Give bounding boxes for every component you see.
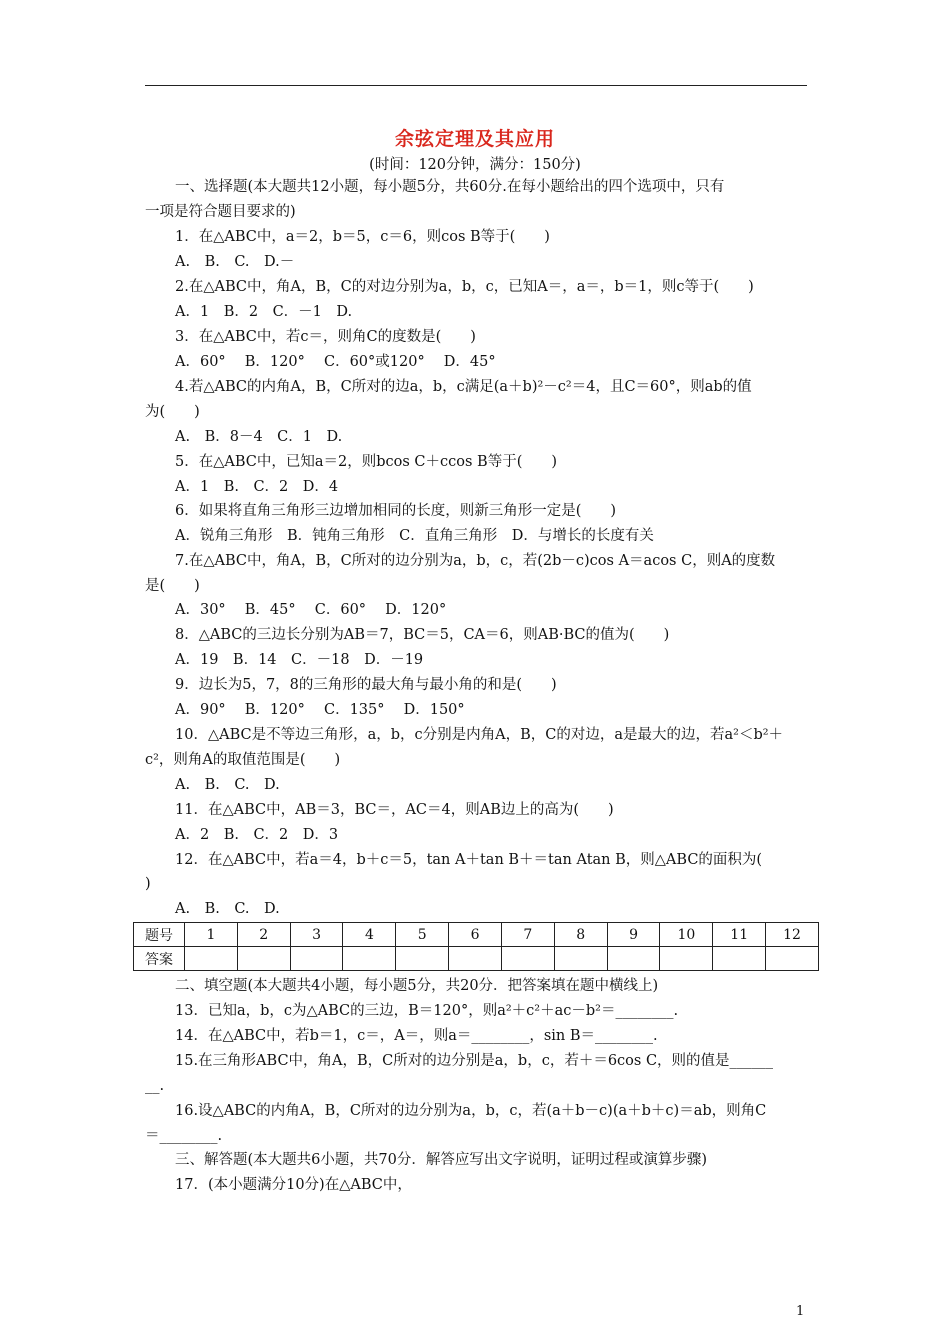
answer-table-number: 10 <box>660 923 713 947</box>
question-3-options: A．60° B．120° C．60°或120° D．45° <box>175 354 496 370</box>
question-8: 8．△ABC的三边长分别为AB＝7，BC＝5，CA＝6，则AB·BC的值为( ) <box>175 627 670 643</box>
question-1-options: A. B. C. D.－ <box>175 254 295 270</box>
question-12-options: A. B. C. D. <box>175 901 280 917</box>
question-7-line2: 是( ) <box>145 578 200 594</box>
page-subtitle: (时间：120分钟，满分：150分) <box>369 157 581 173</box>
question-5-options: A．1 B. C．2 D．4 <box>175 479 339 495</box>
answer-table-number: 6 <box>449 923 502 947</box>
answer-cell <box>185 947 238 971</box>
question-11: 11．在△ABC中，AB＝3，BC＝，AC＝4，则AB边上的高为( ) <box>175 802 614 818</box>
answer-table-number: 9 <box>607 923 660 947</box>
question-2-options: A．1 B．2 C．－1 D. <box>175 304 353 320</box>
question-6: 6．如果将直角三角形三边增加相同的长度，则新三角形一定是( ) <box>175 503 617 519</box>
question-9-options: A．90° B．120° C．135° D．150° <box>175 702 465 718</box>
question-10-options: A. B. C. D. <box>175 777 280 793</box>
question-4-line1: 4.若△ABC的内角A，B，C所对的边a，b，c满足(a＋b)²－c²＝4，且C＝60°，则ab的值 <box>175 379 752 395</box>
question-8-options: A．19 B．14 C．－18 D．－19 <box>175 652 424 668</box>
question-5: 5．在△ABC中，已知a＝2，则bcos C＋ccos B等于( ) <box>175 454 558 470</box>
question-13: 13．已知a，b，c为△ABC的三边，B＝120°，则a²＋c²＋ac－b²＝________. <box>175 1003 679 1019</box>
answer-table-number: 3 <box>290 923 343 947</box>
answer-table-number: 5 <box>396 923 449 947</box>
header-rule <box>145 85 807 86</box>
answer-cell <box>554 947 607 971</box>
answer-table-number: 7 <box>501 923 554 947</box>
question-15-line2: __. <box>145 1078 165 1094</box>
answer-table <box>133 922 819 971</box>
answer-cell <box>237 947 290 971</box>
answer-table-number: 4 <box>343 923 396 947</box>
answer-cell <box>290 947 343 971</box>
answer-cell <box>713 947 766 971</box>
answer-cell <box>449 947 502 971</box>
question-7-options: A．30° B．45° C．60° D．120° <box>175 602 447 618</box>
question-12-line1: 12．在△ABC中，若a＝4，b＋c＝5，tan A＋tan B＋＝tan Atan B，则△ABC的面积为( <box>175 852 763 868</box>
question-12-line2: ) <box>145 876 151 892</box>
question-4-options: A. B．8－4 C．1 D. <box>175 429 343 445</box>
answer-cell <box>501 947 554 971</box>
answer-table-number: 11 <box>713 923 766 947</box>
answer-cell <box>396 947 449 971</box>
page-number: 1 <box>796 1304 805 1319</box>
question-6-options: A．锐角三角形 B．钝角三角形 C．直角三角形 D．与增长的长度有关 <box>175 528 654 544</box>
answer-cell <box>343 947 396 971</box>
question-7-line1: 7.在△ABC中，角A，B，C所对的边分别为a，b，c，若(2b－c)cos A＝acos C，则A的度数 <box>175 553 776 569</box>
answer-table-number: 12 <box>766 923 819 947</box>
question-14: 14．在△ABC中，若b＝1，c＝，A＝，则a＝________，sin B＝________. <box>175 1028 658 1044</box>
question-9: 9．边长为5，7，8的三角形的最大角与最小角的和是( ) <box>175 677 557 693</box>
answer-cell <box>607 947 660 971</box>
question-1: 1．在△ABC中，a＝2，b＝5，c＝6，则cos B等于( ) <box>175 229 550 245</box>
section2-heading: 二、填空题(本大题共4小题，每小题5分，共20分．把答案填在题中横线上) <box>175 978 659 994</box>
answer-table-row-label: 题号 <box>134 923 185 947</box>
page-title: 余弦定理及其应用 <box>394 128 555 150</box>
answer-table-number: 2 <box>237 923 290 947</box>
answer-table-row-label: 答案 <box>134 947 185 971</box>
question-11-options: A．2 B. C．2 D．3 <box>175 827 339 843</box>
question-17: 17．(本小题满分10分)在△ABC中， <box>175 1177 412 1193</box>
question-4-line2: 为( ) <box>145 404 200 420</box>
question-3: 3．在△ABC中，若c＝，则角C的度数是( ) <box>175 329 476 345</box>
section3-heading: 三、解答题(本大题共6小题，共70分．解答应写出文字说明，证明过程或演算步骤) <box>175 1152 707 1168</box>
answer-cell <box>766 947 819 971</box>
section1-heading-line2: 一项是符合题目要求的) <box>145 204 296 220</box>
answer-table-number: 8 <box>554 923 607 947</box>
question-16-line2: ＝________. <box>145 1128 223 1144</box>
answer-table-number-row <box>134 923 819 947</box>
question-10-line1: 10．△ABC是不等边三角形，a，b，c分别是内角A，B，C的对边，a是最大的边，若a²＜b²＋ <box>175 727 784 743</box>
question-10-line2: c²，则角A的取值范围是( ) <box>145 752 341 768</box>
section1-heading-line1: 一、选择题(本大题共12小题，每小题5分，共60分.在每小题给出的四个选项中，只有 <box>175 179 725 195</box>
question-16-line1: 16.设△ABC的内角A，B，C所对的边分别为a，b，c，若(a＋b－c)(a＋b＋c)＝ab，则角C <box>175 1103 767 1119</box>
answer-cell <box>660 947 713 971</box>
answer-table-answer-row <box>134 947 819 971</box>
question-15-line1: 15.在三角形ABC中，角A，B，C所对的边分别是a，b，c，若＋＝6cos C，则的值是______ <box>175 1053 774 1069</box>
answer-table-number: 1 <box>185 923 238 947</box>
question-2: 2.在△ABC中，角A，B，C的对边分别为a，b，c，已知A＝，a＝，b＝1，则c等于( ) <box>175 279 754 295</box>
